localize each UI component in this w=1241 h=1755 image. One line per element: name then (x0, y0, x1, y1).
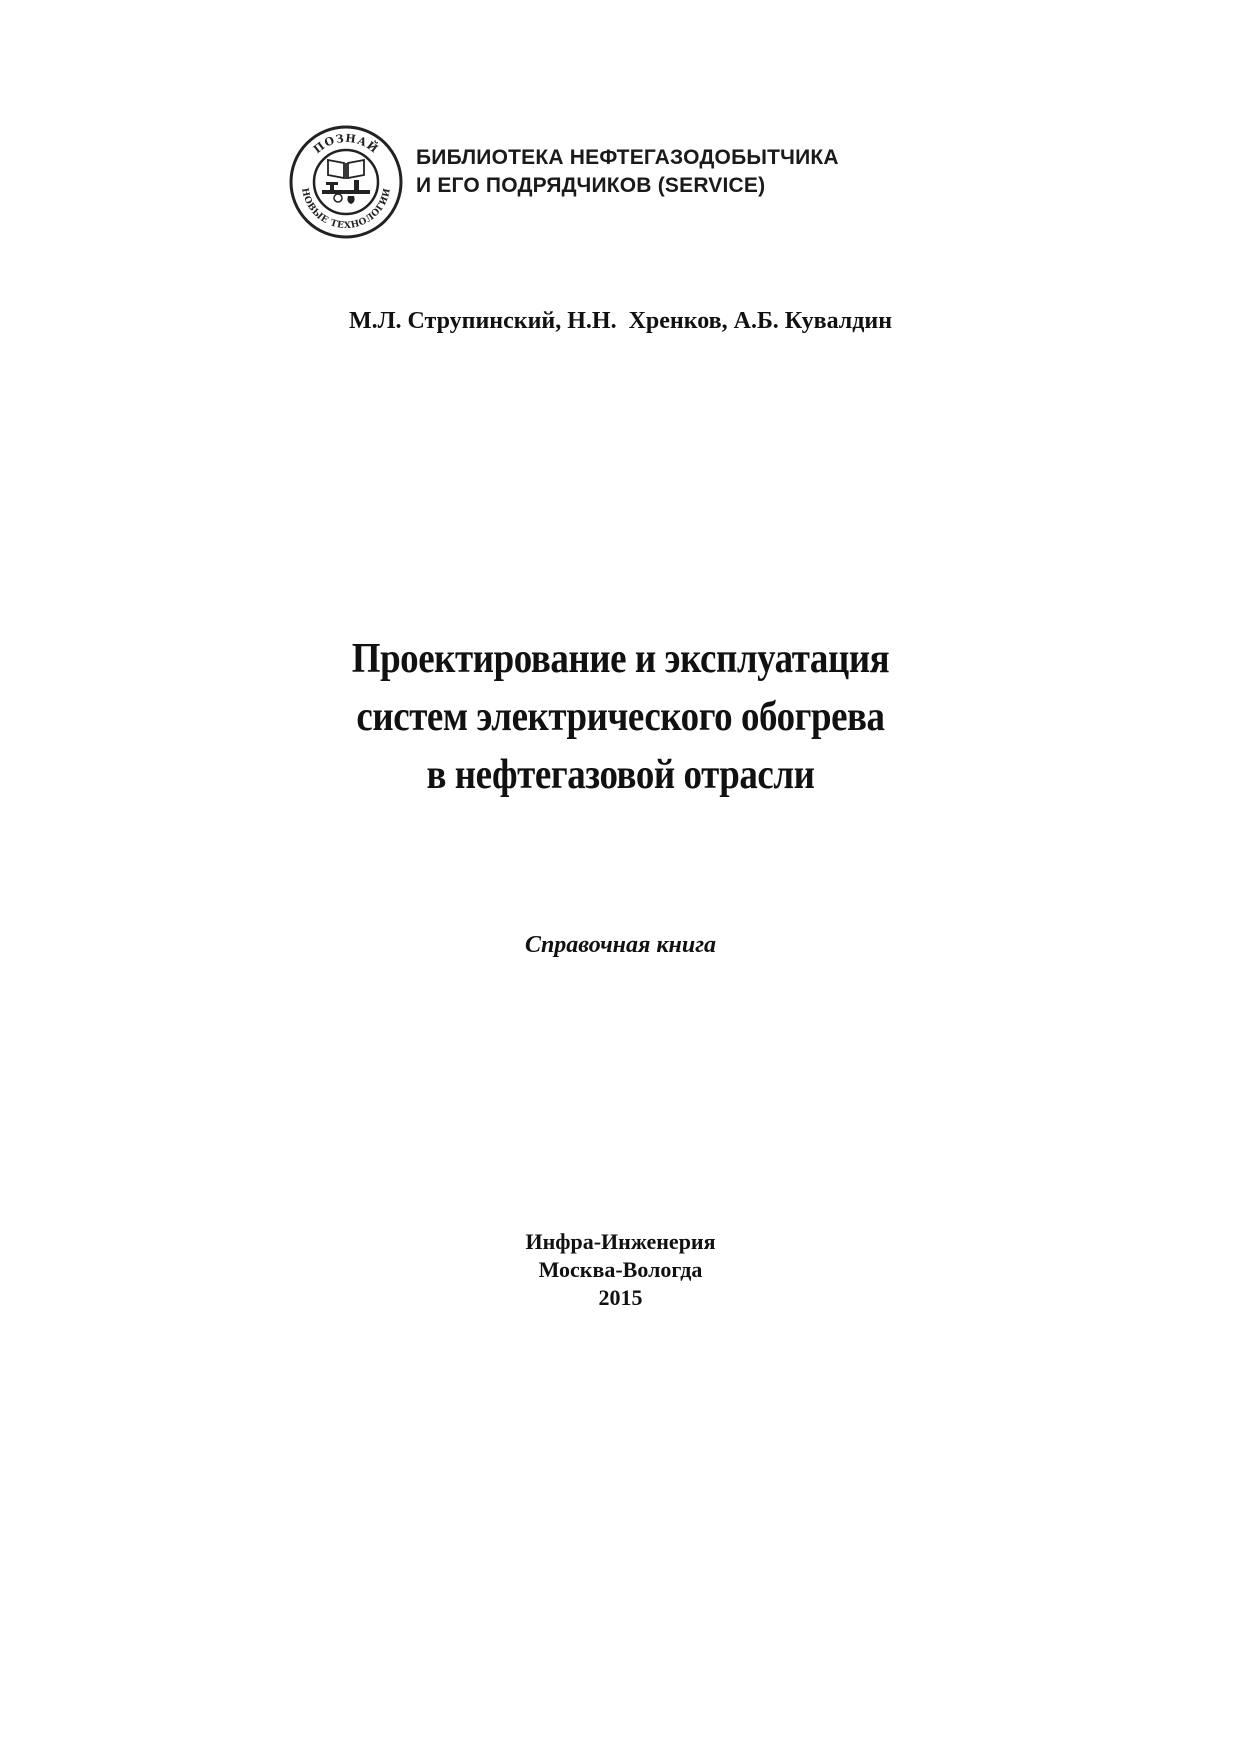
series-title-line-2: И ЕГО ПОДРЯДЧИКОВ (SERVICE) (416, 174, 766, 197)
series-title-line-1: БИБЛИОТЕКА НЕФТЕГАЗОДОБЫТЧИКА (416, 146, 839, 169)
book-title-line-3: в нефтегазовой отрасли (426, 752, 815, 798)
series-seal-logo (288, 124, 404, 240)
svg-text:НОВЫЕ ТЕХНОЛОГИИ: НОВЫЕ ТЕХНОЛОГИИ (299, 187, 393, 232)
pipeline-icon (322, 180, 370, 204)
series-title (416, 144, 846, 200)
authors: М.Л. Струпинский, Н.Н. Хренков, А.Б. Кувалдин (348, 308, 893, 334)
publication-year: 2015 (598, 1285, 643, 1310)
publisher-cities: Москва-Вологда (538, 1257, 703, 1282)
publisher-block (0, 1228, 1241, 1312)
book-title-line-1: Проектирование и эксплуатация (351, 636, 890, 682)
publisher-name: Инфра-Инженерия (525, 1229, 716, 1254)
book-title (0, 630, 1241, 804)
series-header (288, 124, 848, 242)
book-subtitle: Справочная книга (524, 932, 717, 958)
svg-text:ПОЗНАЙ: ПОЗНАЙ (311, 131, 381, 157)
book-title-line-2: систем электрического обогрева (356, 694, 885, 740)
book-icon (328, 160, 364, 179)
